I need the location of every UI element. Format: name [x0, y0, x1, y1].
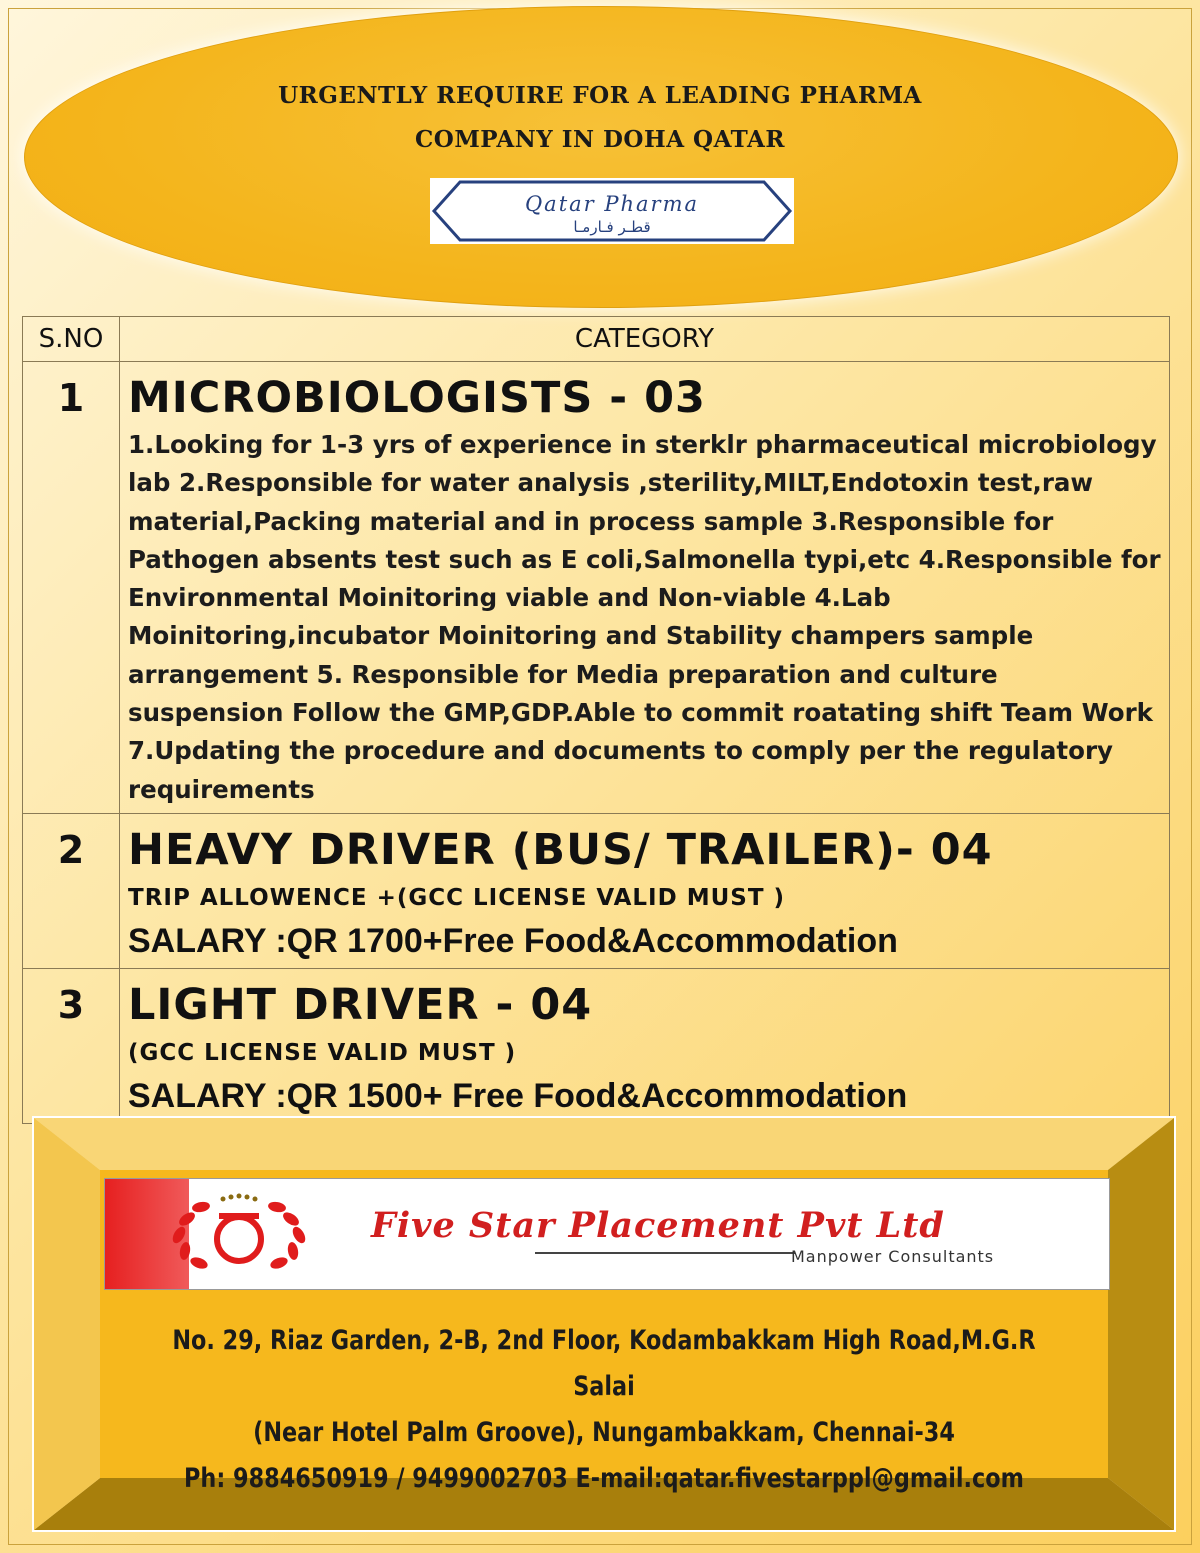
- row-category: [120, 362, 1170, 814]
- headline: [150, 74, 1050, 162]
- contact-line: Ph: 9884650919 / 9499002703 E-mail:qatar.fivestarppl@gmail.com: [184, 1463, 1024, 1494]
- tagline-rule-icon: [535, 1251, 795, 1255]
- five-star-logo: [104, 1178, 1110, 1290]
- header-category: CATEGORY: [120, 317, 1170, 362]
- row-number: 2: [23, 813, 120, 968]
- job-requirement: TRIP ALLOWENCE +(GCC LICENSE VALID MUST ): [128, 884, 786, 911]
- qatar-pharma-logo: [430, 178, 794, 244]
- address-line-1: No. 29, Riaz Garden, 2-B, 2nd Floor, Kodambakkam High Road,M.G.R Salai: [172, 1325, 1036, 1402]
- qatar-pharma-name-en: Qatar Pharma: [524, 192, 700, 216]
- address-line-2: (Near Hotel Palm Groove), Nungambakkam, Chennai-34: [253, 1417, 955, 1448]
- job-title: HEAVY DRIVER (BUS/ TRAILER)- 04: [128, 824, 993, 875]
- headline-line-2: COMPANY IN DOHA QATAR: [414, 126, 785, 153]
- row-number: 1: [23, 362, 120, 814]
- headline-line-1: URGENTLY REQUIRE FOR A LEADING PHARMA: [278, 82, 922, 109]
- job-requirement: (GCC LICENSE VALID MUST ): [128, 1039, 517, 1066]
- job-description: 1.Looking for 1-3 yrs of experience in sterklr pharmaceutical microbiology lab 2.Responsible for water analysis ,sterility,MILT,Endotoxin test,raw material,Packing material and in process sample 3.Responsible for Pathogen absents test such as E coli,Salmonella typi,etc 4.Responsible for Environmental Moinitoring viable and Non-viable 4.Lab Moinitoring,incubator Moinitoring and Stability champers sample arrangement 5. Responsible for Media preparation and culture suspension Follow the GMP,GDP.Able to commit roatating shift Team Work 7.Updating the procedure and documents to comply per the regulatory requirements: [128, 430, 1161, 804]
- job-salary: SALARY :QR 1700+Free Food&Accommodation: [128, 921, 898, 960]
- qatar-pharma-name-ar: قطـر فـارمـا: [573, 218, 651, 236]
- row-category: [120, 968, 1170, 1123]
- job-title: LIGHT DRIVER - 04: [128, 979, 593, 1030]
- table-row: [23, 362, 1170, 814]
- agency-tagline: Manpower Consultants: [791, 1247, 995, 1266]
- agency-contact: [144, 1318, 1064, 1502]
- laurel-wreath-icon: [149, 1189, 329, 1279]
- job-title: MICROBIOLOGISTS - 03: [128, 373, 706, 423]
- table-header-row: [23, 317, 1170, 362]
- row-category: [120, 813, 1170, 968]
- job-table: [22, 316, 1170, 1124]
- row-number: 3: [23, 968, 120, 1123]
- job-salary: SALARY :QR 1500+ Free Food&Accommodation: [128, 1076, 908, 1115]
- header-sno: S.NO: [23, 317, 120, 362]
- table-row: [23, 813, 1170, 968]
- agency-name: Five Star Placement Pvt Ltd: [371, 1205, 945, 1246]
- table-row: [23, 968, 1170, 1123]
